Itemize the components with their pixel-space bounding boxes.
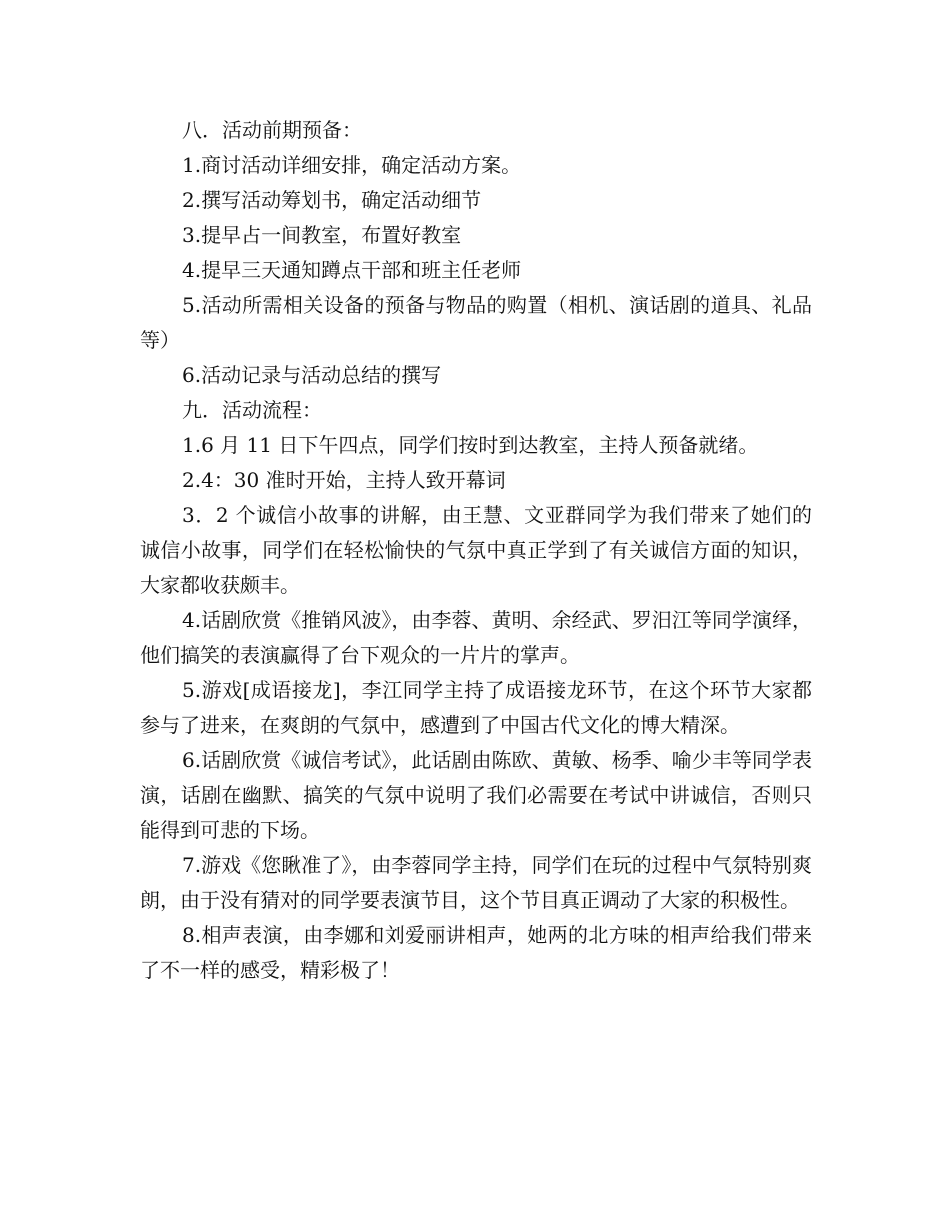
heading-preparation: 八．活动前期预备： xyxy=(182,118,362,142)
list-item: 6.话剧欣赏《诚信考试》，此话剧由陈欧、黄敏、杨季、喻少丰等同学表演，话剧在幽默、搞笑的气氛中说明了我们必需要在考试中讲诚信，否则只能得到可悲的下场。 xyxy=(140,748,812,842)
list-item: 1.商讨活动详细安排，确定活动方案。 xyxy=(182,153,522,177)
list-item: 5.游戏[成语接龙]，李江同学主持了成语接龙环节，在这个环节大家都参与了进来，在爽朗的气氛中，感遭到了中国古代文化的博大精深。 xyxy=(140,678,812,737)
heading-procedure: 九．活动流程： xyxy=(182,398,322,422)
list-item: 2.撰写活动筹划书，确定活动细节 xyxy=(182,188,482,212)
list-item: 1.6 月 11 日下午四点，同学们按时到达教室，主持人预备就绪。 xyxy=(182,433,759,457)
document-body xyxy=(140,113,812,988)
list-item: 4.话剧欣赏《推销风波》，由李蓉、黄明、余经武、罗汨江等同学演绎，他们搞笑的表演赢得了台下观众的一片片的掌声。 xyxy=(140,608,812,667)
list-item: 7.游戏《您瞅准了》，由李蓉同学主持，同学们在玩的过程中气氛特别爽朗，由于没有猜对的同学要表演节目，这个节目真正调动了大家的积极性。 xyxy=(140,853,812,912)
list-item: 2.4：30 准时开始，主持人致开幕词 xyxy=(182,468,506,492)
list-item: 4.提早三天通知蹲点干部和班主任老师 xyxy=(182,258,522,282)
list-item: 8.相声表演，由李娜和刘爱丽讲相声，她两的北方味的相声给我们带来了不一样的感受，精彩极了！ xyxy=(140,923,812,982)
list-item: 5.活动所需相关设备的预备与物品的购置（相机、演话剧的道具、礼品等） xyxy=(140,293,812,352)
list-item: 3.提早占一间教室，布置好教室 xyxy=(182,223,462,247)
list-item: 3．2 个诚信小故事的讲解，由王慧、文亚群同学为我们带来了她们的诚信小故事，同学们在轻松愉快的气氛中真正学到了有关诚信方面的知识，大家都收获颇丰。 xyxy=(140,503,812,597)
list-item: 6.活动记录与活动总结的撰写 xyxy=(182,363,442,387)
